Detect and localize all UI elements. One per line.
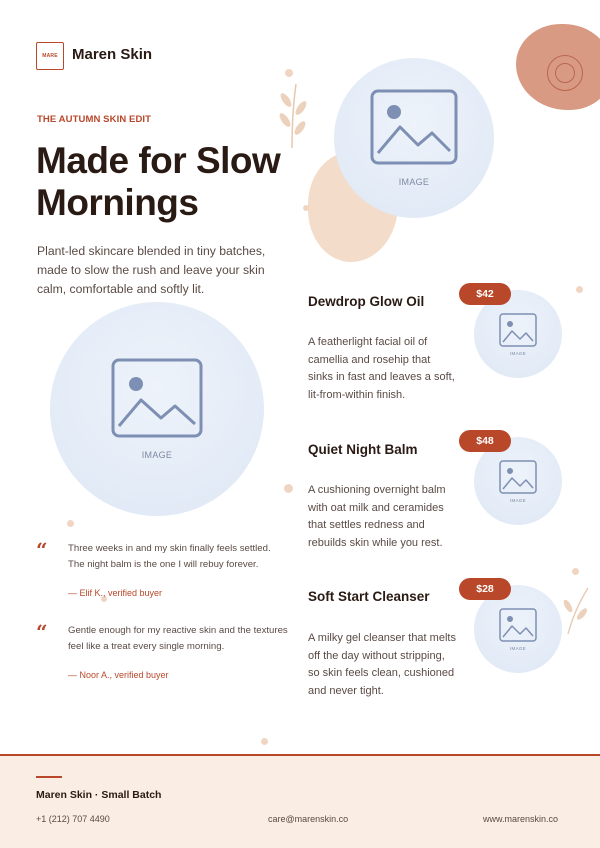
testimonial-author: — Noor A., verified buyer: [68, 670, 169, 680]
price-badge: $28: [459, 578, 511, 600]
decorative-dot: [285, 69, 293, 77]
image-label: IMAGE: [509, 497, 526, 503]
footer-accent-line: [36, 776, 62, 778]
decorative-dot: [261, 738, 268, 745]
product-description: A cushioning overnight balm with oat milk and ceramides that settles redness and rebuilds skin while you rest.: [308, 484, 446, 549]
footer-website: www.marenskin.co: [483, 814, 559, 824]
footer-divider: [0, 754, 600, 756]
product-name: Dewdrop Glow Oil: [308, 294, 425, 309]
logo-text: MARE: [42, 53, 58, 59]
product-description: A milky gel cleanser that melts off the day without stripping, so skin feels clean, cushioned and never tight.: [308, 632, 456, 697]
quote-mark-icon: “: [36, 620, 48, 644]
eyebrow-label: THE AUTUMN SKIN EDIT: [37, 114, 152, 125]
decorative-dot: [284, 484, 293, 493]
footer-phone: +1 (212) 707 4490: [36, 814, 110, 824]
image-label: IMAGE: [509, 645, 526, 651]
decorative-dot: [572, 568, 579, 575]
testimonial-text: Three weeks in and my skin finally feels settled. The night balm is the one I will rebuy forever.: [68, 543, 271, 570]
brand-name: Maren Skin: [72, 46, 153, 63]
price-badge: $42: [459, 283, 511, 305]
hero-image-placeholder: [334, 58, 494, 218]
leaf-sprig-icon: [558, 584, 592, 636]
product-name: Soft Start Cleanser: [308, 589, 430, 604]
footer-email: care@marenskin.co: [268, 814, 349, 824]
price-badge: $48: [459, 430, 511, 452]
image-label: IMAGE: [141, 450, 173, 460]
footer-brand: Maren Skin · Small Batch: [36, 789, 162, 801]
quote-mark-icon: “: [36, 538, 48, 562]
image-icon: [370, 89, 458, 165]
intro-paragraph: Plant-led skincare blended in tiny batches, made to slow the rush and leave your skin calm, comfortable and softly lit.: [37, 244, 266, 296]
brand-logo: [36, 42, 64, 70]
image-label: IMAGE: [509, 350, 526, 356]
image-icon: [499, 313, 537, 347]
testimonial-author: — Elif K., verified buyer: [68, 588, 163, 598]
decorative-ring: [555, 63, 575, 83]
image-icon: [111, 358, 203, 438]
footer: [0, 756, 600, 848]
product-description: A featherlight facial oil of camellia and rosehip that sinks in fast and leaves a soft, lit-from-within finish.: [308, 336, 455, 401]
decorative-dot: [67, 520, 74, 527]
image-icon: [499, 460, 537, 494]
testimonial-text: Gentle enough for my reactive skin and the textures feel like a treat every single morning.: [68, 625, 288, 652]
page-title: Made for Slow Mornings: [36, 140, 281, 223]
image-label: IMAGE: [398, 177, 430, 187]
feature-image-placeholder: [50, 302, 264, 516]
decorative-dot: [576, 286, 583, 293]
product-name: Quiet Night Balm: [308, 442, 418, 457]
image-icon: [499, 608, 537, 642]
